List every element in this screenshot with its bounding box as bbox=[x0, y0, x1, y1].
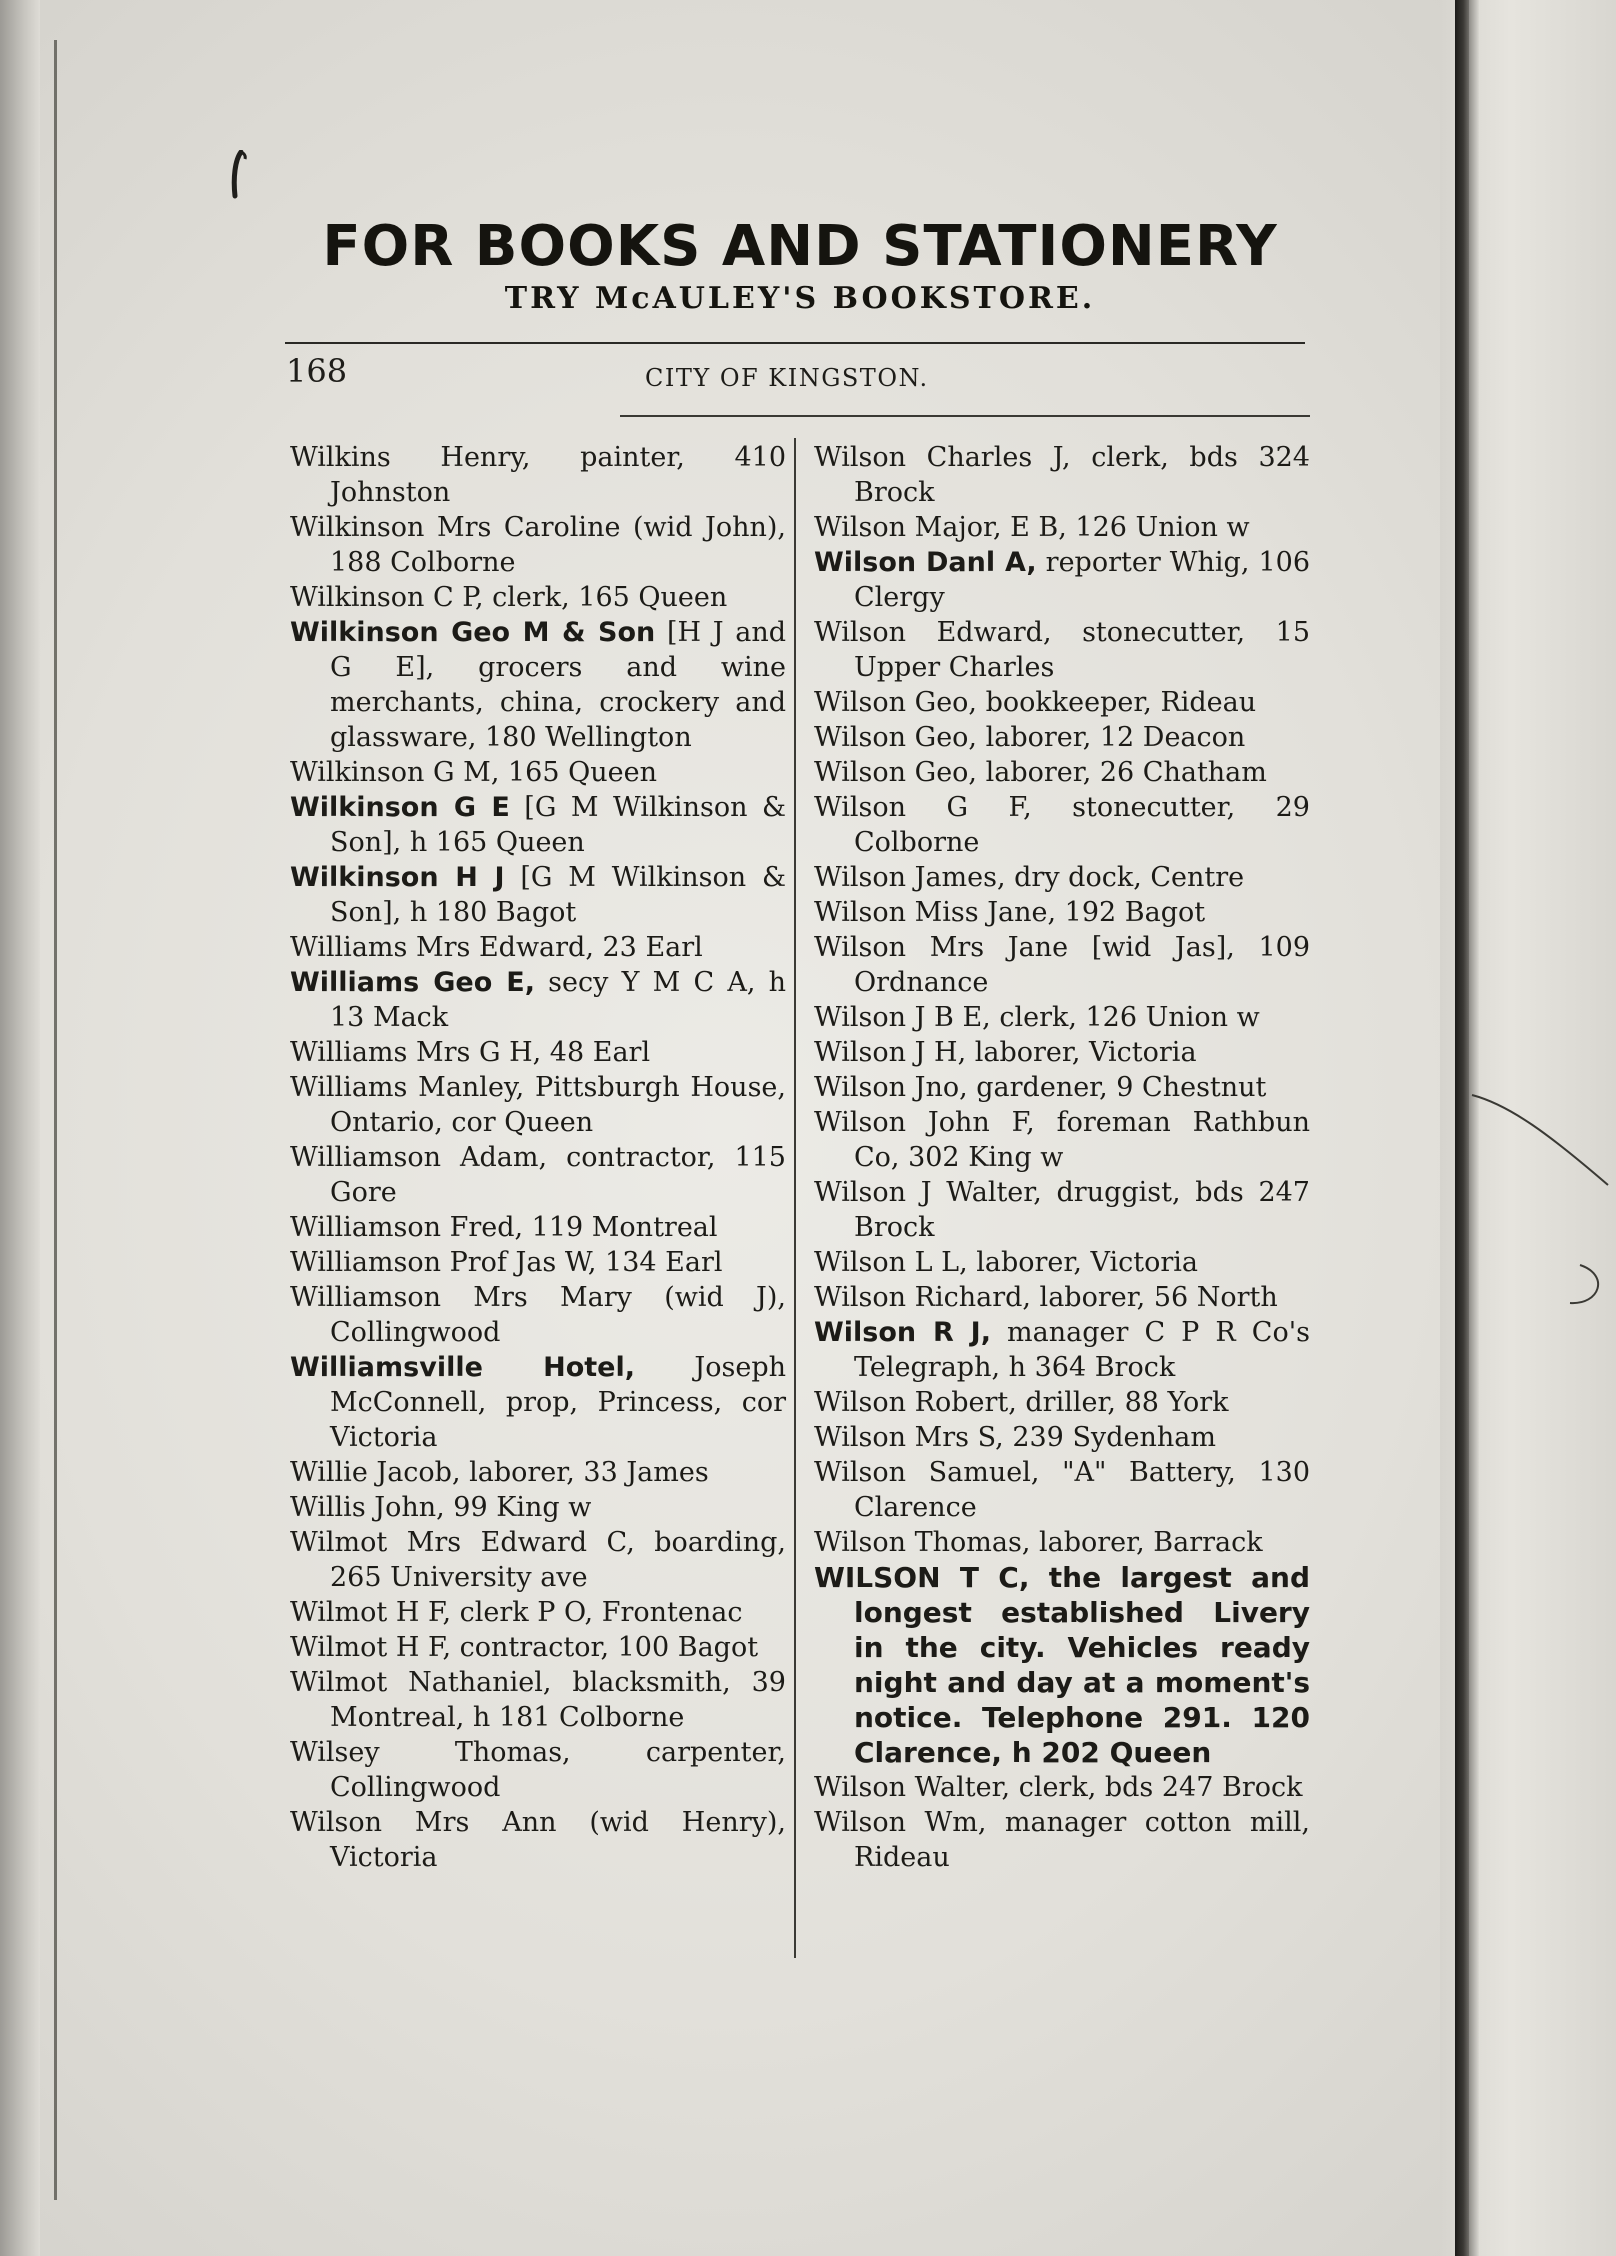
entry-text: Wilmot H F, contractor, 100 Bagot bbox=[290, 1632, 759, 1663]
entry-text: Joseph McConnell, prop, Princess, cor Victoria bbox=[330, 1352, 786, 1453]
entry-name-bold: Williams Geo E, bbox=[290, 967, 535, 998]
directory-entry bbox=[290, 790, 786, 860]
entry-text: reporter Whig, 106 Clergy bbox=[854, 547, 1310, 613]
directory-entry bbox=[290, 440, 786, 510]
entry-text: Wilmot H F, clerk P O, Frontenac bbox=[290, 1597, 743, 1628]
entry-text: Wilson Edward, stonecutter, 15 Upper Charles bbox=[814, 617, 1310, 683]
entry-text: Williamson Fred, 119 Montreal bbox=[290, 1212, 718, 1243]
livery-advertisement-entry: WILSON T C, the largest and longest established Livery in the city. Vehicles ready night and day at a moment's notice. Telephone 291. 120 Clarence, h 202 Queen bbox=[814, 1561, 1310, 1769]
directory-entry bbox=[814, 1000, 1310, 1035]
directory-entry bbox=[290, 1210, 786, 1245]
directory-entry bbox=[290, 1455, 786, 1490]
column-divider bbox=[794, 438, 796, 1958]
entry-text: Wilson J H, laborer, Victoria bbox=[814, 1037, 1197, 1068]
binding-rule bbox=[54, 40, 57, 2200]
directory-entry bbox=[290, 1665, 786, 1735]
directory-entry bbox=[814, 1315, 1310, 1385]
advertisement-banner bbox=[290, 214, 1310, 316]
entry-text: Wilson Thomas, laborer, Barrack bbox=[814, 1527, 1263, 1558]
directory-entry bbox=[814, 545, 1310, 615]
entry-text: Wilson Major, E B, 126 Union w bbox=[814, 512, 1250, 543]
directory-entry bbox=[290, 510, 786, 580]
directory-entry bbox=[290, 1350, 786, 1455]
directory-entry bbox=[814, 1770, 1310, 1805]
directory-entry bbox=[814, 1805, 1310, 1875]
directory-entry bbox=[290, 965, 786, 1035]
directory-entry bbox=[814, 1245, 1310, 1280]
directory-entry bbox=[290, 1070, 786, 1140]
directory-column-right bbox=[814, 440, 1310, 1875]
directory-entry bbox=[290, 1140, 786, 1210]
directory-entry bbox=[814, 685, 1310, 720]
entry-text: Wilson L L, laborer, Victoria bbox=[814, 1247, 1199, 1278]
ad-subline: TRY McAULEY'S BOOKSTORE. bbox=[504, 281, 1096, 316]
entry-name-bold: Wilkinson H J bbox=[290, 862, 505, 893]
directory-entry bbox=[814, 1280, 1310, 1315]
entry-text: Wilmot Nathaniel, blacksmith, 39 Montreal, h 181 Colborne bbox=[290, 1667, 786, 1733]
page-left-edge bbox=[0, 0, 40, 2256]
directory-entry bbox=[290, 930, 786, 965]
entry-text: Wilson Samuel, "A" Battery, 130 Clarence bbox=[814, 1457, 1310, 1523]
entry-text: Wilson Jno, gardener, 9 Chestnut bbox=[814, 1072, 1267, 1103]
entry-text: Wilson Wm, manager cotton mill, Rideau bbox=[814, 1807, 1310, 1873]
directory-entry bbox=[814, 860, 1310, 895]
entry-text: Williamson Prof Jas W, 134 Earl bbox=[290, 1247, 723, 1278]
entry-text: Wilson Mrs S, 239 Sydenham bbox=[814, 1422, 1216, 1453]
directory-entry bbox=[290, 1035, 786, 1070]
directory-entry bbox=[290, 1280, 786, 1350]
entry-text: Wilson J Walter, druggist, bds 247 Brock bbox=[814, 1177, 1310, 1243]
entry-text: Wilson Geo, laborer, 26 Chatham bbox=[814, 757, 1267, 788]
entry-name-bold: Williamsville Hotel, bbox=[290, 1352, 635, 1383]
entry-text: Wilson Mrs Ann (wid Henry), Victoria bbox=[290, 1807, 786, 1873]
directory-entry bbox=[814, 1105, 1310, 1175]
directory-entry bbox=[814, 1035, 1310, 1070]
entry-text: Wilson G F, stonecutter, 29 Colborne bbox=[814, 792, 1310, 858]
entry-text: Wilson Mrs Jane [wid Jas], 109 Ordnance bbox=[814, 932, 1310, 998]
entry-text: Williamson Mrs Mary (wid J), Collingwood bbox=[290, 1282, 786, 1348]
ink-mark-right-curve bbox=[1470, 1065, 1610, 1325]
directory-entry bbox=[814, 1385, 1310, 1420]
directory-entry bbox=[814, 895, 1310, 930]
entry-text: Williams Mrs Edward, 23 Earl bbox=[290, 932, 703, 963]
entry-text: Wilson J B E, clerk, 126 Union w bbox=[814, 1002, 1260, 1033]
entry-text: Willis John, 99 King w bbox=[290, 1492, 592, 1523]
directory-entry bbox=[814, 510, 1310, 545]
entry-text: Wilson Geo, laborer, 12 Deacon bbox=[814, 722, 1246, 753]
book-spine bbox=[1455, 0, 1469, 2256]
entry-text: [G M Wilkinson & Son], h 165 Queen bbox=[330, 792, 786, 858]
entry-text: Wilkinson Mrs Caroline (wid John), 188 Colborne bbox=[290, 512, 786, 578]
directory-column-left bbox=[290, 440, 786, 1875]
entry-text: secy Y M C A, h 13 Mack bbox=[330, 967, 786, 1033]
entry-text: manager C P R Co's Telegraph, h 364 Brock bbox=[854, 1317, 1310, 1383]
entry-name-bold: Wilkinson Geo M & Son bbox=[290, 617, 656, 648]
header-rule bbox=[285, 342, 1305, 344]
directory-entry bbox=[290, 1595, 786, 1630]
directory-entry bbox=[814, 755, 1310, 790]
entry-text: Williams Manley, Pittsburgh House, Ontario, cor Queen bbox=[290, 1072, 786, 1138]
directory-entry bbox=[290, 755, 786, 790]
directory-entry bbox=[814, 1175, 1310, 1245]
directory-entry bbox=[290, 615, 786, 755]
directory-entry bbox=[290, 1490, 786, 1525]
directory-entry bbox=[290, 1525, 786, 1595]
directory-entry bbox=[814, 1420, 1310, 1455]
entry-text: Wilkins Henry, painter, 410 Johnston bbox=[290, 442, 786, 508]
entry-text: Wilson James, dry dock, Centre bbox=[814, 862, 1245, 893]
entry-text: [H J and G E], grocers and wine merchants, china, crockery and glassware, 180 Wellington bbox=[330, 617, 786, 753]
directory-entry bbox=[290, 1245, 786, 1280]
directory-entry bbox=[814, 440, 1310, 510]
entry-text: Wilsey Thomas, carpenter, Collingwood bbox=[290, 1737, 786, 1803]
directory-entry bbox=[290, 1630, 786, 1665]
directory-entry bbox=[814, 790, 1310, 860]
entry-name-bold: Wilson R J, bbox=[814, 1317, 991, 1348]
entry-name-bold: Wilson Danl A, bbox=[814, 547, 1037, 578]
entry-text: [G M Wilkinson & Son], h 180 Bagot bbox=[330, 862, 787, 928]
entry-text: Wilson John F, foreman Rathbun Co, 302 King w bbox=[814, 1107, 1310, 1173]
entry-text: Williams Mrs G H, 48 Earl bbox=[290, 1037, 651, 1068]
directory-entry bbox=[814, 720, 1310, 755]
ad-headline: FOR BOOKS AND STATIONERY bbox=[322, 214, 1278, 279]
directory-entry bbox=[814, 1455, 1310, 1525]
entry-text: Wilson Geo, bookkeeper, Rideau bbox=[814, 687, 1257, 718]
entry-text: Wilson Miss Jane, 192 Bagot bbox=[814, 897, 1206, 928]
directory-entry bbox=[814, 615, 1310, 685]
entry-text: Wilson Richard, laborer, 56 North bbox=[814, 1282, 1278, 1313]
entry-text: Wilson Charles J, clerk, bds 324 Brock bbox=[814, 442, 1310, 508]
entry-text: Wilson Walter, clerk, bds 247 Brock bbox=[814, 1772, 1303, 1803]
entry-text: Wilkinson G M, 165 Queen bbox=[290, 757, 657, 788]
directory-entry bbox=[814, 1070, 1310, 1105]
entry-name-bold: Wilkinson G E bbox=[290, 792, 510, 823]
entry-text: Wilson Robert, driller, 88 York bbox=[814, 1387, 1229, 1418]
directory-entry bbox=[290, 1805, 786, 1875]
directory-entry bbox=[290, 860, 786, 930]
entry-text: Williamson Adam, contractor, 115 Gore bbox=[290, 1142, 786, 1208]
running-head: CITY OF KINGSTON. bbox=[645, 364, 929, 392]
ink-mark-top-left bbox=[225, 150, 249, 200]
directory-entry bbox=[290, 580, 786, 615]
entry-text: Wilmot Mrs Edward C, boarding, 265 University ave bbox=[290, 1527, 786, 1593]
page-number: 168 bbox=[286, 352, 348, 390]
directory-entry bbox=[290, 1735, 786, 1805]
directory-entry bbox=[814, 930, 1310, 1000]
header-rule-lower bbox=[620, 415, 1310, 417]
entry-text: Wilkinson C P, clerk, 165 Queen bbox=[290, 582, 728, 613]
entry-text: Willie Jacob, laborer, 33 James bbox=[290, 1457, 709, 1488]
directory-entry bbox=[814, 1525, 1310, 1560]
